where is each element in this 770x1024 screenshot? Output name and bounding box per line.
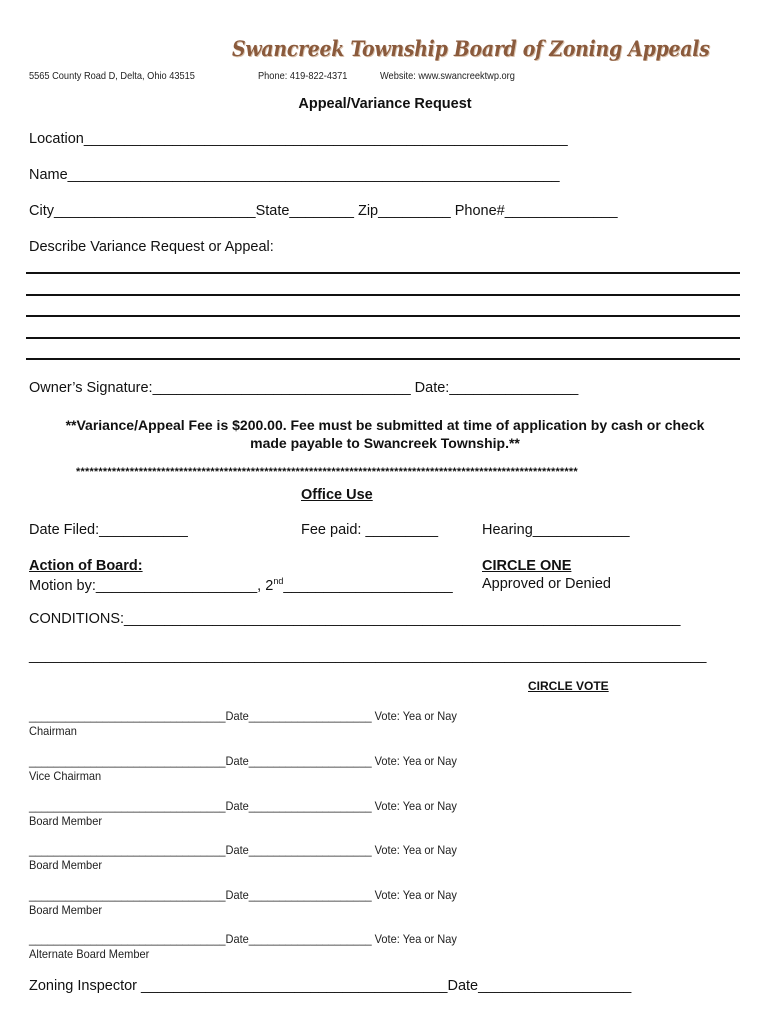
role-label: Board Member <box>29 814 103 828</box>
conditions-field[interactable]: CONDITIONS:_____________________________________________________________________ <box>29 611 681 627</box>
circle-one-label: CIRCLE ONE <box>482 558 572 574</box>
role-label: Chairman <box>29 724 77 738</box>
township-logo: Swancreek Township Board of Zoning Appeals <box>232 36 710 61</box>
fee-notice-line-2: made payable to Swancreek Township.** <box>250 435 520 451</box>
approved-or-denied-choice[interactable]: Approved or Denied <box>482 576 611 592</box>
second-superscript: nd <box>273 576 284 586</box>
fee-paid-field[interactable]: Fee paid: _________ <box>301 522 439 538</box>
vote-line-alternate[interactable]: ________________________________Date____________________ Vote: Yea or Nay <box>29 932 457 946</box>
role-label: Board Member <box>29 858 103 872</box>
vote-line-board-member-3[interactable]: ________________________________Date____________________ Vote: Yea or Nay <box>29 888 457 902</box>
description-line-5[interactable] <box>26 358 740 360</box>
name-field[interactable]: Name_____________________________________________________________ <box>29 167 560 183</box>
location-field[interactable]: Location____________________________________________________________ <box>29 131 568 147</box>
role-label: Vice Chairman <box>29 769 102 783</box>
date-filed-field[interactable]: Date Filed:___________ <box>29 522 188 538</box>
motion-field[interactable] <box>29 576 453 594</box>
motion-by-text: Motion by:____________________, 2 <box>29 577 274 594</box>
describe-label: Describe Variance Request or Appeal: <box>29 239 274 255</box>
city-state-zip-phone-field[interactable]: City_________________________State________ Zip_________ Phone#______________ <box>29 203 618 219</box>
description-line-4[interactable] <box>26 337 740 339</box>
vote-line-board-member-1[interactable]: ________________________________Date____________________ Vote: Yea or Nay <box>29 799 457 813</box>
role-label: Board Member <box>29 903 103 917</box>
vote-line-board-member-2[interactable]: ________________________________Date____________________ Vote: Yea or Nay <box>29 843 457 857</box>
zoning-inspector-field[interactable]: Zoning Inspector ______________________________________Date___________________ <box>29 978 632 994</box>
separator-stars: **************************************************************************************************************** <box>76 466 578 478</box>
owner-signature-field[interactable]: Owner’s Signature:________________________________ Date:________________ <box>29 380 579 396</box>
fee-notice <box>0 416 770 452</box>
vote-line-chairman[interactable]: ________________________________Date____________________ Vote: Yea or Nay <box>29 709 457 723</box>
fee-notice-line-1: **Variance/Appeal Fee is $200.00. Fee must be submitted at time of application by cash or check <box>65 417 705 433</box>
form-title: Appeal/Variance Request <box>298 96 472 112</box>
vote-line-vice-chairman[interactable]: ________________________________Date____________________ Vote: Yea or Nay <box>29 754 457 768</box>
action-of-board-label: Action of Board: <box>29 558 143 574</box>
description-line-2[interactable] <box>26 294 740 296</box>
hearing-field[interactable]: Hearing____________ <box>482 522 630 538</box>
role-label: Alternate Board Member <box>29 947 150 961</box>
office-use-title: Office Use <box>301 487 373 503</box>
circle-vote-label: CIRCLE VOTE <box>528 679 609 693</box>
conditions-line-2[interactable]: ____________________________________________________________________________________ <box>29 648 707 664</box>
address: 5565 County Road D, Delta, Ohio 43515 <box>29 70 195 82</box>
website: Website: www.swancreektwp.org <box>380 70 515 82</box>
description-line-1[interactable] <box>26 272 740 274</box>
phone: Phone: 419-822-4371 <box>258 70 348 82</box>
description-line-3[interactable] <box>26 315 740 317</box>
second-line: _____________________ <box>283 577 453 594</box>
